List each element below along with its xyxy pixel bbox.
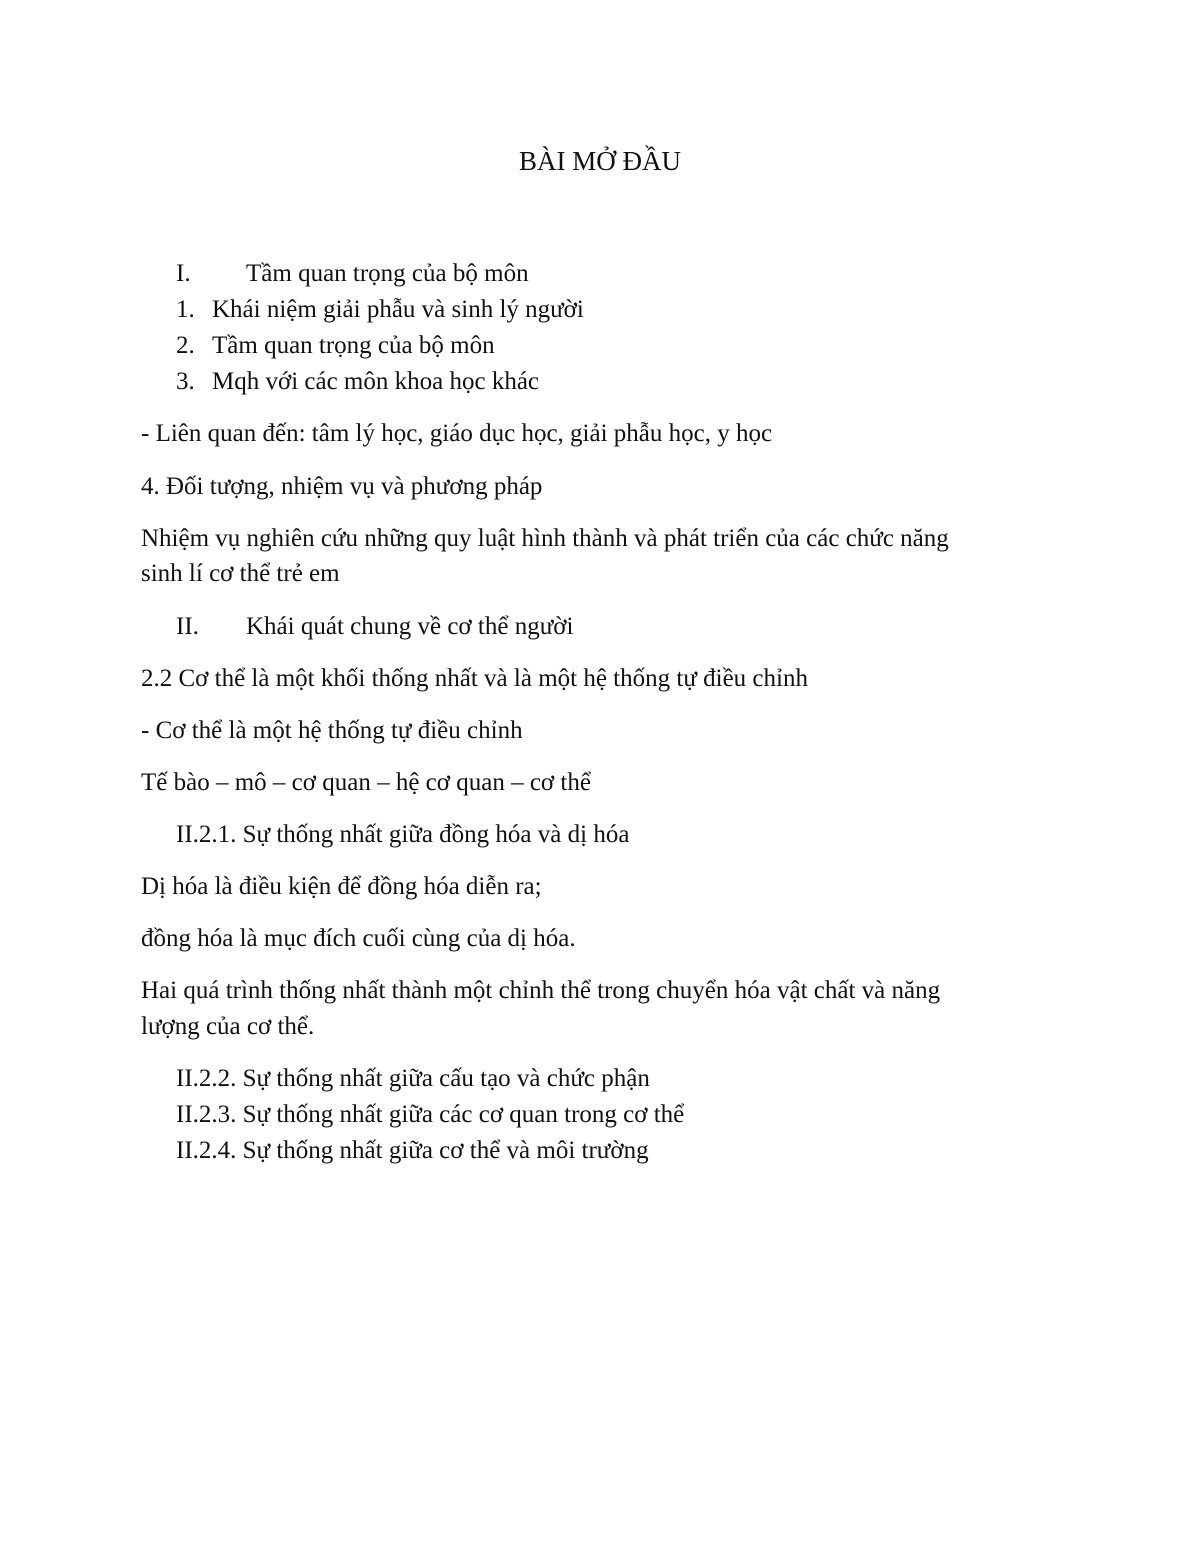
paragraph-self-regulation: - Cơ thể là một hệ thống tự điều chỉnh <box>141 717 523 744</box>
section-number: I. <box>176 260 191 287</box>
list-item-number: 3. <box>176 368 195 395</box>
paragraph-sub22: 2.2 Cơ thể là một khối thống nhất và là một hệ thống tự điều chỉnh <box>141 665 808 692</box>
paragraph-item4: 4. Đối tượng, nhiệm vụ và phương pháp <box>141 473 543 500</box>
list-item <box>176 328 495 364</box>
paragraph-task-line: Nhiệm vụ nghiên cứu những quy luật hình thành và phát triển của các chức năng <box>141 525 949 552</box>
paragraph-related: - Liên quan đến: tâm lý học, giáo dục học, giải phẫu học, y học <box>141 420 773 447</box>
section-heading-1 <box>176 256 529 292</box>
list-item-text: Mqh với các môn khoa học khác <box>212 368 540 395</box>
paragraph-dihoa: Dị hóa là điều kiện để đồng hóa diễn ra; <box>141 873 542 900</box>
subheading-ii24: II.2.4. Sự thống nhất giữa cơ thể và môi trường <box>176 1137 649 1164</box>
paragraph-hierarchy: Tế bào – mô – cơ quan – hệ cơ quan – cơ thể <box>141 769 591 796</box>
section-text: Khái quát chung về cơ thể người <box>246 613 574 640</box>
section-number: II. <box>176 613 199 640</box>
paragraph-donghoa: đồng hóa là mục đích cuối cùng của dị hóa. <box>141 925 576 952</box>
list-item <box>176 292 584 328</box>
section-heading-2 <box>176 609 573 645</box>
paragraph-task-line: sinh lí cơ thể trẻ em <box>141 560 340 587</box>
section-text: Tầm quan trọng của bộ môn <box>246 260 529 287</box>
subheading-ii21: II.2.1. Sự thống nhất giữa đồng hóa và dị hóa <box>176 821 630 848</box>
paragraph-two-process-line: Hai quá trình thống nhất thành một chỉnh thể trong chuyển hóa vật chất và năng <box>141 977 941 1004</box>
list-item <box>176 364 539 400</box>
subheading-ii23: II.2.3. Sự thống nhất giữa các cơ quan trong cơ thể <box>176 1101 685 1128</box>
list-item-number: 2. <box>176 332 195 359</box>
subheading-ii22: II.2.2. Sự thống nhất giữa cấu tạo và chức phận <box>176 1065 650 1092</box>
list-item-text: Tầm quan trọng của bộ môn <box>212 332 495 359</box>
page-title: BÀI MỞ ĐẦU <box>519 146 681 176</box>
paragraph-two-process-line: lượng của cơ thể. <box>141 1013 315 1040</box>
list-item-number: 1. <box>176 296 195 323</box>
list-item-text: Khái niệm giải phẫu và sinh lý người <box>212 296 584 323</box>
